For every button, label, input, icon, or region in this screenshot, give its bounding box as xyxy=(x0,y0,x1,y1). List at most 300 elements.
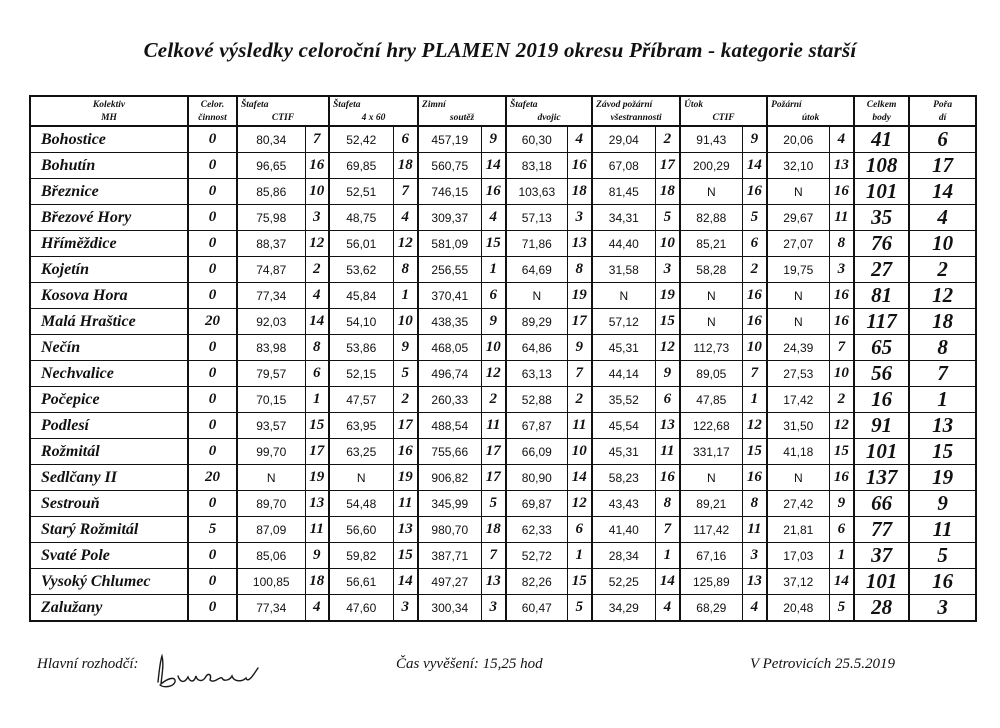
pozarni-utok-value: N xyxy=(767,465,829,491)
zimni-soutez-value: 496,74 xyxy=(418,361,481,387)
stafeta-4x60-rank: 12 xyxy=(393,231,418,257)
stafeta-ctif-value: 79,57 xyxy=(237,361,305,387)
team-name: Nečín xyxy=(30,335,188,361)
header-kolektiv: Kolektiv MH xyxy=(30,96,188,126)
stafeta-dvojic-value: 62,33 xyxy=(506,517,567,543)
stafeta-dvojic-value: 83,18 xyxy=(506,153,567,179)
stafeta-ctif-value: 77,34 xyxy=(237,283,305,309)
stafeta-ctif-rank: 13 xyxy=(305,491,329,517)
table-row xyxy=(30,153,976,179)
zimni-soutez-rank: 3 xyxy=(481,595,506,622)
zimni-soutez-value: 260,33 xyxy=(418,387,481,413)
zavod-value: 34,29 xyxy=(592,595,655,622)
zimni-soutez-value: 980,70 xyxy=(418,517,481,543)
pozarni-utok-value: 37,12 xyxy=(767,569,829,595)
zavod-rank: 6 xyxy=(655,387,680,413)
stafeta-4x60-value: 63,25 xyxy=(329,439,393,465)
stafeta-ctif-rank: 17 xyxy=(305,439,329,465)
stafeta-4x60-rank: 8 xyxy=(393,257,418,283)
pozarni-utok-value: 31,50 xyxy=(767,413,829,439)
zavod-value: 44,14 xyxy=(592,361,655,387)
pozarni-utok-value: 20,48 xyxy=(767,595,829,622)
stafeta-4x60-value: 56,01 xyxy=(329,231,393,257)
stafeta-dvojic-value: 63,13 xyxy=(506,361,567,387)
zimni-soutez-value: 468,05 xyxy=(418,335,481,361)
zavod-rank: 5 xyxy=(655,205,680,231)
zimni-soutez-rank: 4 xyxy=(481,205,506,231)
poradi-value: 7 xyxy=(909,361,976,387)
team-name: Sedlčany II xyxy=(30,465,188,491)
celor-value: 0 xyxy=(188,569,237,595)
celor-value: 0 xyxy=(188,257,237,283)
stafeta-4x60-value: 63,95 xyxy=(329,413,393,439)
poradi-value: 12 xyxy=(909,283,976,309)
zavod-rank: 13 xyxy=(655,413,680,439)
zimni-soutez-rank: 5 xyxy=(481,491,506,517)
zavod-value: 41,40 xyxy=(592,517,655,543)
zavod-rank: 3 xyxy=(655,257,680,283)
results-table xyxy=(29,95,977,622)
stafeta-ctif-value: 83,98 xyxy=(237,335,305,361)
stafeta-dvojic-value: 103,63 xyxy=(506,179,567,205)
utok-ctif-rank: 16 xyxy=(742,309,767,335)
celor-value: 0 xyxy=(188,413,237,439)
zavod-value: 31,58 xyxy=(592,257,655,283)
zavod-value: 34,31 xyxy=(592,205,655,231)
stafeta-ctif-value: 93,57 xyxy=(237,413,305,439)
celkem-body: 65 xyxy=(854,335,909,361)
utok-ctif-value: N xyxy=(680,283,742,309)
celkem-body: 41 xyxy=(854,126,909,153)
stafeta-dvojic-rank: 1 xyxy=(567,543,592,569)
zavod-rank: 8 xyxy=(655,491,680,517)
utok-ctif-rank: 2 xyxy=(742,257,767,283)
pozarni-utok-value: 17,03 xyxy=(767,543,829,569)
celkem-body: 27 xyxy=(854,257,909,283)
zavod-value: 35,52 xyxy=(592,387,655,413)
zimni-soutez-value: 300,34 xyxy=(418,595,481,622)
celkem-body: 35 xyxy=(854,205,909,231)
zavod-rank: 10 xyxy=(655,231,680,257)
zimni-soutez-rank: 17 xyxy=(481,465,506,491)
celkem-body: 91 xyxy=(854,413,909,439)
stafeta-4x60-value: 53,86 xyxy=(329,335,393,361)
zavod-value: 52,25 xyxy=(592,569,655,595)
table-row xyxy=(30,205,976,231)
table-row xyxy=(30,595,976,622)
stafeta-4x60-value: 52,51 xyxy=(329,179,393,205)
stafeta-dvojic-rank: 13 xyxy=(567,231,592,257)
stafeta-ctif-rank: 7 xyxy=(305,126,329,153)
team-name: Počepice xyxy=(30,387,188,413)
stafeta-dvojic-rank: 14 xyxy=(567,465,592,491)
zavod-rank: 14 xyxy=(655,569,680,595)
referee-signature xyxy=(150,648,265,693)
pozarni-utok-rank: 6 xyxy=(829,517,854,543)
utok-ctif-value: 58,28 xyxy=(680,257,742,283)
utok-ctif-value: 89,21 xyxy=(680,491,742,517)
celkem-body: 66 xyxy=(854,491,909,517)
zavod-value: 45,31 xyxy=(592,335,655,361)
pozarni-utok-rank: 16 xyxy=(829,465,854,491)
pozarni-utok-rank: 2 xyxy=(829,387,854,413)
stafeta-ctif-value: 85,86 xyxy=(237,179,305,205)
pozarni-utok-rank: 4 xyxy=(829,126,854,153)
stafeta-ctif-rank: 2 xyxy=(305,257,329,283)
stafeta-ctif-rank: 19 xyxy=(305,465,329,491)
poradi-value: 10 xyxy=(909,231,976,257)
posted-time: Čas vyvěšení: 15,25 hod xyxy=(396,656,543,672)
stafeta-4x60-value: 47,60 xyxy=(329,595,393,622)
stafeta-4x60-rank: 18 xyxy=(393,153,418,179)
zimni-soutez-value: 906,82 xyxy=(418,465,481,491)
poradi-value: 15 xyxy=(909,439,976,465)
place-date: V Petrovicích 25.5.2019 xyxy=(750,656,895,672)
poradi-value: 11 xyxy=(909,517,976,543)
poradi-value: 2 xyxy=(909,257,976,283)
stafeta-4x60-value: N xyxy=(329,465,393,491)
poradi-value: 18 xyxy=(909,309,976,335)
poradi-value: 14 xyxy=(909,179,976,205)
celor-value: 0 xyxy=(188,179,237,205)
stafeta-ctif-value: 100,85 xyxy=(237,569,305,595)
zimni-soutez-rank: 11 xyxy=(481,413,506,439)
utok-ctif-rank: 9 xyxy=(742,126,767,153)
stafeta-4x60-value: 48,75 xyxy=(329,205,393,231)
zavod-rank: 19 xyxy=(655,283,680,309)
stafeta-ctif-value: 85,06 xyxy=(237,543,305,569)
zimni-soutez-value: 370,41 xyxy=(418,283,481,309)
utok-ctif-value: 125,89 xyxy=(680,569,742,595)
header-zavod: Závod požární všestrannosti xyxy=(592,96,680,126)
stafeta-ctif-value: 77,34 xyxy=(237,595,305,622)
poradi-value: 3 xyxy=(909,595,976,622)
zimni-soutez-rank: 6 xyxy=(481,283,506,309)
stafeta-ctif-value: 80,34 xyxy=(237,126,305,153)
utok-ctif-rank: 1 xyxy=(742,387,767,413)
referee-label: Hlavní rozhodčí: xyxy=(37,656,139,672)
table-row xyxy=(30,179,976,205)
pozarni-utok-rank: 10 xyxy=(829,361,854,387)
utok-ctif-rank: 5 xyxy=(742,205,767,231)
stafeta-ctif-value: N xyxy=(237,465,305,491)
zimni-soutez-rank: 15 xyxy=(481,231,506,257)
stafeta-4x60-value: 69,85 xyxy=(329,153,393,179)
celor-value: 0 xyxy=(188,231,237,257)
stafeta-dvojic-value: 71,86 xyxy=(506,231,567,257)
utok-ctif-value: N xyxy=(680,465,742,491)
celkem-body: 77 xyxy=(854,517,909,543)
celor-value: 0 xyxy=(188,387,237,413)
page-title: Celkové výsledky celoroční hry PLAMEN 2019 okresu Příbram - kategorie starší xyxy=(143,38,857,62)
utok-ctif-rank: 10 xyxy=(742,335,767,361)
stafeta-4x60-rank: 10 xyxy=(393,309,418,335)
pozarni-utok-rank: 12 xyxy=(829,413,854,439)
stafeta-dvojic-rank: 6 xyxy=(567,517,592,543)
team-name: Zalužany xyxy=(30,595,188,622)
pozarni-utok-value: 19,75 xyxy=(767,257,829,283)
zimni-soutez-rank: 1 xyxy=(481,257,506,283)
stafeta-dvojic-value: 57,13 xyxy=(506,205,567,231)
team-name: Kosova Hora xyxy=(30,283,188,309)
celor-value: 20 xyxy=(188,309,237,335)
stafeta-dvojic-value: 82,26 xyxy=(506,569,567,595)
zimni-soutez-value: 309,37 xyxy=(418,205,481,231)
celor-value: 0 xyxy=(188,439,237,465)
stafeta-dvojic-value: 67,87 xyxy=(506,413,567,439)
team-name: Podlesí xyxy=(30,413,188,439)
zimni-soutez-value: 497,27 xyxy=(418,569,481,595)
stafeta-4x60-value: 56,60 xyxy=(329,517,393,543)
stafeta-4x60-value: 54,48 xyxy=(329,491,393,517)
stafeta-4x60-rank: 11 xyxy=(393,491,418,517)
header-zimni-soutez: Zimní soutěž xyxy=(418,96,506,126)
pozarni-utok-value: 41,18 xyxy=(767,439,829,465)
poradi-value: 1 xyxy=(909,387,976,413)
table-row xyxy=(30,569,976,595)
poradi-value: 19 xyxy=(909,465,976,491)
stafeta-4x60-rank: 5 xyxy=(393,361,418,387)
celkem-body: 117 xyxy=(854,309,909,335)
pozarni-utok-value: 27,42 xyxy=(767,491,829,517)
stafeta-4x60-rank: 14 xyxy=(393,569,418,595)
pozarni-utok-rank: 5 xyxy=(829,595,854,622)
zimni-soutez-value: 457,19 xyxy=(418,126,481,153)
stafeta-dvojic-rank: 17 xyxy=(567,309,592,335)
zavod-rank: 18 xyxy=(655,179,680,205)
stafeta-4x60-rank: 15 xyxy=(393,543,418,569)
stafeta-ctif-value: 96,65 xyxy=(237,153,305,179)
pozarni-utok-value: 29,67 xyxy=(767,205,829,231)
stafeta-ctif-rank: 16 xyxy=(305,153,329,179)
table-row xyxy=(30,283,976,309)
poradi-value: 17 xyxy=(909,153,976,179)
stafeta-ctif-rank: 11 xyxy=(305,517,329,543)
zavod-rank: 17 xyxy=(655,153,680,179)
table-row xyxy=(30,309,976,335)
utok-ctif-value: 68,29 xyxy=(680,595,742,622)
zavod-rank: 1 xyxy=(655,543,680,569)
celkem-body: 16 xyxy=(854,387,909,413)
celkem-body: 137 xyxy=(854,465,909,491)
stafeta-4x60-rank: 3 xyxy=(393,595,418,622)
stafeta-dvojic-rank: 12 xyxy=(567,491,592,517)
stafeta-dvojic-rank: 18 xyxy=(567,179,592,205)
utok-ctif-rank: 3 xyxy=(742,543,767,569)
stafeta-ctif-value: 70,15 xyxy=(237,387,305,413)
celkem-body: 101 xyxy=(854,439,909,465)
stafeta-ctif-value: 75,98 xyxy=(237,205,305,231)
pozarni-utok-value: N xyxy=(767,283,829,309)
stafeta-dvojic-value: 52,72 xyxy=(506,543,567,569)
celor-value: 0 xyxy=(188,153,237,179)
team-name: Hříměždice xyxy=(30,231,188,257)
zavod-rank: 9 xyxy=(655,361,680,387)
team-name: Rožmitál xyxy=(30,439,188,465)
celor-value: 0 xyxy=(188,361,237,387)
utok-ctif-value: 117,42 xyxy=(680,517,742,543)
zimni-soutez-rank: 16 xyxy=(481,179,506,205)
stafeta-ctif-rank: 18 xyxy=(305,569,329,595)
celkem-body: 28 xyxy=(854,595,909,622)
zavod-value: 43,43 xyxy=(592,491,655,517)
stafeta-ctif-rank: 6 xyxy=(305,361,329,387)
pozarni-utok-rank: 14 xyxy=(829,569,854,595)
pozarni-utok-value: 32,10 xyxy=(767,153,829,179)
stafeta-ctif-rank: 15 xyxy=(305,413,329,439)
table-row xyxy=(30,543,976,569)
header-stafeta-dvojic: Štafeta dvojic xyxy=(506,96,592,126)
utok-ctif-rank: 16 xyxy=(742,465,767,491)
celkem-body: 108 xyxy=(854,153,909,179)
zimni-soutez-rank: 7 xyxy=(481,543,506,569)
pozarni-utok-rank: 7 xyxy=(829,335,854,361)
utok-ctif-value: 91,43 xyxy=(680,126,742,153)
table-header xyxy=(30,96,976,126)
stafeta-4x60-value: 47,57 xyxy=(329,387,393,413)
table-body xyxy=(30,126,976,621)
zimni-soutez-rank: 13 xyxy=(481,569,506,595)
stafeta-ctif-rank: 3 xyxy=(305,205,329,231)
utok-ctif-value: 67,16 xyxy=(680,543,742,569)
utok-ctif-rank: 15 xyxy=(742,439,767,465)
table-row xyxy=(30,439,976,465)
pozarni-utok-rank: 15 xyxy=(829,439,854,465)
stafeta-dvojic-rank: 10 xyxy=(567,439,592,465)
stafeta-dvojic-rank: 8 xyxy=(567,257,592,283)
team-name: Nechvalice xyxy=(30,361,188,387)
zavod-value: 44,40 xyxy=(592,231,655,257)
stafeta-ctif-value: 92,03 xyxy=(237,309,305,335)
stafeta-4x60-value: 53,62 xyxy=(329,257,393,283)
celor-value: 0 xyxy=(188,543,237,569)
utok-ctif-value: 112,73 xyxy=(680,335,742,361)
utok-ctif-rank: 14 xyxy=(742,153,767,179)
header-celor: Celor. činnost xyxy=(188,96,237,126)
zavod-value: 28,34 xyxy=(592,543,655,569)
stafeta-ctif-rank: 10 xyxy=(305,179,329,205)
celkem-body: 81 xyxy=(854,283,909,309)
table-row xyxy=(30,126,976,153)
zimni-soutez-rank: 2 xyxy=(481,387,506,413)
stafeta-4x60-rank: 6 xyxy=(393,126,418,153)
stafeta-4x60-rank: 19 xyxy=(393,465,418,491)
utok-ctif-rank: 7 xyxy=(742,361,767,387)
zimni-soutez-value: 488,54 xyxy=(418,413,481,439)
team-name: Svaté Pole xyxy=(30,543,188,569)
zimni-soutez-rank: 17 xyxy=(481,439,506,465)
zimni-soutez-value: 345,99 xyxy=(418,491,481,517)
stafeta-dvojic-value: 60,47 xyxy=(506,595,567,622)
pozarni-utok-rank: 8 xyxy=(829,231,854,257)
pozarni-utok-rank: 16 xyxy=(829,309,854,335)
header-poradi: Pořa dí xyxy=(909,96,976,126)
table-row xyxy=(30,491,976,517)
pozarni-utok-rank: 16 xyxy=(829,283,854,309)
stafeta-dvojic-rank: 4 xyxy=(567,126,592,153)
table-row xyxy=(30,361,976,387)
zavod-rank: 11 xyxy=(655,439,680,465)
table-row xyxy=(30,335,976,361)
zavod-value: 58,23 xyxy=(592,465,655,491)
celor-value: 0 xyxy=(188,595,237,622)
celor-value: 20 xyxy=(188,465,237,491)
utok-ctif-rank: 6 xyxy=(742,231,767,257)
utok-ctif-rank: 16 xyxy=(742,179,767,205)
stafeta-dvojic-value: 64,69 xyxy=(506,257,567,283)
stafeta-4x60-value: 45,84 xyxy=(329,283,393,309)
stafeta-ctif-value: 87,09 xyxy=(237,517,305,543)
celkem-body: 101 xyxy=(854,179,909,205)
table-row xyxy=(30,465,976,491)
pozarni-utok-value: 20,06 xyxy=(767,126,829,153)
poradi-value: 6 xyxy=(909,126,976,153)
stafeta-4x60-value: 52,15 xyxy=(329,361,393,387)
header-pozarni-utok: Požární útok xyxy=(767,96,854,126)
table-row xyxy=(30,387,976,413)
zimni-soutez-value: 438,35 xyxy=(418,309,481,335)
utok-ctif-value: 85,21 xyxy=(680,231,742,257)
celor-value: 0 xyxy=(188,491,237,517)
zimni-soutez-rank: 9 xyxy=(481,309,506,335)
team-name: Sestrouň xyxy=(30,491,188,517)
celor-value: 0 xyxy=(188,126,237,153)
header-utok-ctif: Útok CTIF xyxy=(680,96,767,126)
stafeta-4x60-value: 56,61 xyxy=(329,569,393,595)
team-name: Bohostice xyxy=(30,126,188,153)
team-name: Březové Hory xyxy=(30,205,188,231)
poradi-value: 9 xyxy=(909,491,976,517)
stafeta-dvojic-value: 80,90 xyxy=(506,465,567,491)
stafeta-dvojic-value: 60,30 xyxy=(506,126,567,153)
pozarni-utok-value: 27,07 xyxy=(767,231,829,257)
utok-ctif-value: 122,68 xyxy=(680,413,742,439)
team-name: Malá Hraštice xyxy=(30,309,188,335)
poradi-value: 8 xyxy=(909,335,976,361)
stafeta-4x60-rank: 9 xyxy=(393,335,418,361)
stafeta-ctif-value: 99,70 xyxy=(237,439,305,465)
pozarni-utok-rank: 16 xyxy=(829,179,854,205)
pozarni-utok-value: N xyxy=(767,179,829,205)
celor-value: 0 xyxy=(188,283,237,309)
utok-ctif-value: 89,05 xyxy=(680,361,742,387)
utok-ctif-value: 200,29 xyxy=(680,153,742,179)
team-name: Vysoký Chlumec xyxy=(30,569,188,595)
stafeta-dvojic-rank: 3 xyxy=(567,205,592,231)
stafeta-ctif-rank: 1 xyxy=(305,387,329,413)
zavod-rank: 15 xyxy=(655,309,680,335)
zimni-soutez-value: 560,75 xyxy=(418,153,481,179)
stafeta-4x60-rank: 4 xyxy=(393,205,418,231)
utok-ctif-value: 331,17 xyxy=(680,439,742,465)
pozarni-utok-value: 21,81 xyxy=(767,517,829,543)
zavod-value: N xyxy=(592,283,655,309)
stafeta-dvojic-rank: 19 xyxy=(567,283,592,309)
zimni-soutez-rank: 18 xyxy=(481,517,506,543)
stafeta-ctif-value: 74,87 xyxy=(237,257,305,283)
pozarni-utok-rank: 9 xyxy=(829,491,854,517)
table-row xyxy=(30,517,976,543)
stafeta-4x60-rank: 16 xyxy=(393,439,418,465)
team-name: Kojetín xyxy=(30,257,188,283)
zimni-soutez-rank: 10 xyxy=(481,335,506,361)
stafeta-ctif-value: 89,70 xyxy=(237,491,305,517)
stafeta-4x60-rank: 2 xyxy=(393,387,418,413)
table-row xyxy=(30,257,976,283)
pozarni-utok-rank: 1 xyxy=(829,543,854,569)
stafeta-ctif-rank: 4 xyxy=(305,283,329,309)
pozarni-utok-rank: 11 xyxy=(829,205,854,231)
